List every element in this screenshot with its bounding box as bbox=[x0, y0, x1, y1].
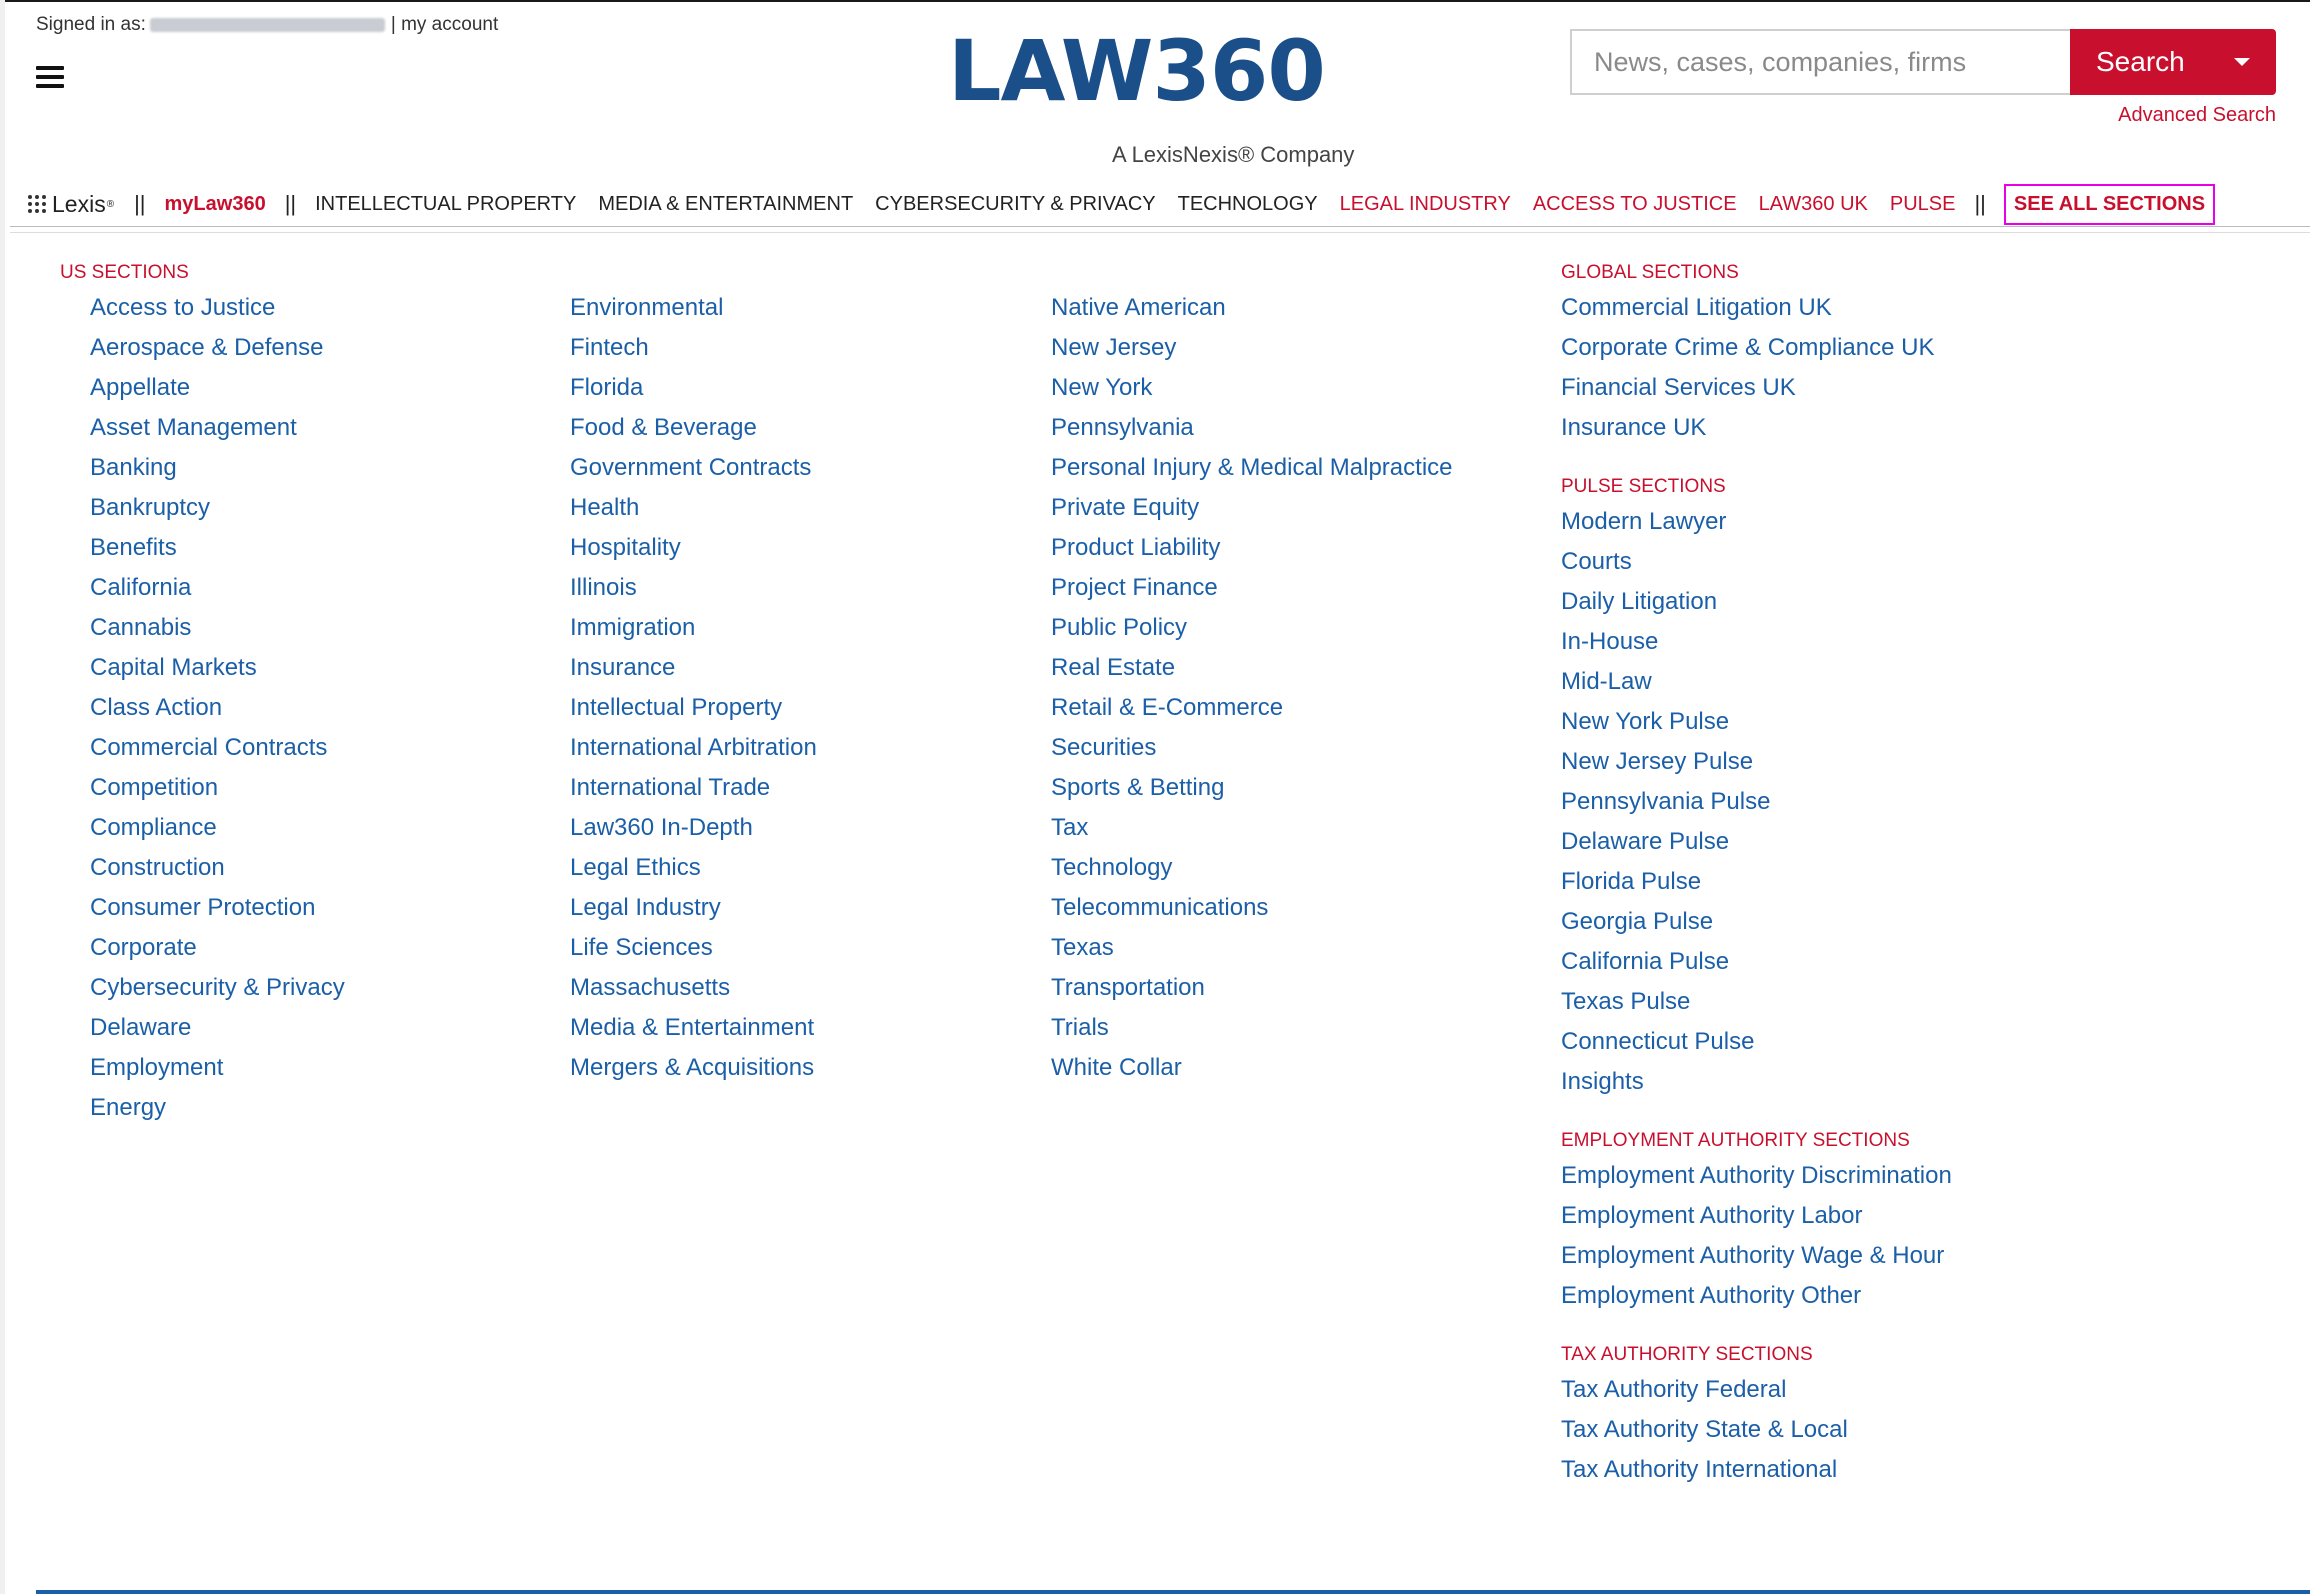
search-button[interactable]: Search bbox=[2070, 29, 2276, 95]
nav-technology[interactable]: TECHNOLOGY bbox=[1177, 192, 1318, 215]
advanced-search-link[interactable]: Advanced Search bbox=[2118, 104, 2276, 126]
nav-divider bbox=[10, 232, 2310, 233]
section-link[interactable]: Banking bbox=[90, 454, 177, 481]
search-input[interactable] bbox=[1570, 29, 2070, 95]
section-link[interactable]: Georgia Pulse bbox=[1561, 908, 1714, 935]
nav-divider bbox=[10, 226, 2310, 227]
section-link[interactable]: Project Finance bbox=[1051, 574, 1218, 601]
section-link[interactable]: Florida bbox=[570, 374, 644, 401]
section-link[interactable]: Native American bbox=[1051, 294, 1226, 321]
section-list bbox=[570, 288, 817, 1088]
signed-in-label: Signed in as: bbox=[36, 14, 146, 35]
pulse-sections-group bbox=[1561, 472, 1952, 1102]
section-list bbox=[1051, 288, 1453, 1088]
section-link[interactable]: Energy bbox=[90, 1094, 167, 1121]
other-sections-col bbox=[1561, 258, 1952, 1514]
section-link[interactable]: Law360 In-Depth bbox=[570, 814, 753, 841]
section-list bbox=[90, 288, 345, 1128]
section-link[interactable]: Asset Management bbox=[90, 414, 297, 441]
section-link[interactable]: Texas bbox=[1051, 934, 1114, 961]
section-link[interactable]: Benefits bbox=[90, 534, 177, 561]
global-sections-heading: GLOBAL SECTIONS bbox=[1561, 262, 1739, 283]
nav-mylaw360[interactable]: myLaw360 bbox=[164, 192, 266, 215]
hamburger-menu-icon[interactable] bbox=[36, 66, 64, 90]
section-link[interactable]: Cybersecurity & Privacy bbox=[90, 974, 345, 1001]
section-link[interactable]: Delaware Pulse bbox=[1561, 828, 1730, 855]
section-link[interactable]: Daily Litigation bbox=[1561, 588, 1718, 615]
section-link[interactable]: Employment Authority Labor bbox=[1561, 1202, 1863, 1229]
nav-legal-industry[interactable]: LEGAL INDUSTRY bbox=[1339, 192, 1511, 215]
section-link[interactable]: In-House bbox=[1561, 628, 1659, 655]
section-link[interactable]: Connecticut Pulse bbox=[1561, 1028, 1755, 1055]
us-sections-col3 bbox=[1051, 258, 1453, 1088]
employment-sections-heading: EMPLOYMENT AUTHORITY SECTIONS bbox=[1561, 1130, 1910, 1151]
section-link[interactable]: New Jersey bbox=[1051, 334, 1177, 361]
section-link[interactable]: Employment bbox=[90, 1054, 224, 1081]
signed-in-bar bbox=[36, 14, 498, 36]
section-link[interactable]: Tax Authority Federal bbox=[1561, 1376, 1787, 1403]
section-link[interactable]: Fintech bbox=[570, 334, 649, 361]
section-link[interactable]: Commercial Litigation UK bbox=[1561, 294, 1832, 321]
section-link[interactable]: Employment Authority Wage & Hour bbox=[1561, 1242, 1945, 1269]
section-link[interactable]: Life Sciences bbox=[570, 934, 713, 961]
redacted-email bbox=[150, 18, 385, 32]
section-link[interactable]: Consumer Protection bbox=[90, 894, 316, 921]
chevron-down-icon[interactable] bbox=[2234, 58, 2250, 66]
section-link[interactable]: Modern Lawyer bbox=[1561, 508, 1727, 535]
section-link[interactable]: International Arbitration bbox=[570, 734, 817, 761]
nav-pulse[interactable]: PULSE bbox=[1889, 192, 1956, 215]
us-sections-heading: US SECTIONS bbox=[60, 262, 189, 283]
section-link[interactable]: Financial Services UK bbox=[1561, 374, 1796, 401]
section-link[interactable]: Employment Authority Discrimination bbox=[1561, 1162, 1952, 1189]
section-link[interactable]: Technology bbox=[1051, 854, 1173, 881]
nav-access-to-justice[interactable]: ACCESS TO JUSTICE bbox=[1532, 192, 1737, 215]
section-link[interactable]: Tax Authority International bbox=[1561, 1456, 1838, 1483]
global-sections-group bbox=[1561, 258, 1952, 448]
section-link[interactable]: Employment Authority Other bbox=[1561, 1282, 1862, 1309]
section-list bbox=[1561, 1156, 1952, 1316]
left-border bbox=[0, 0, 5, 1594]
section-link[interactable]: Insights bbox=[1561, 1068, 1644, 1095]
nav-media-entertainment[interactable]: MEDIA & ENTERTAINMENT bbox=[598, 192, 854, 215]
section-link[interactable]: Tax bbox=[1051, 814, 1089, 841]
section-link[interactable]: Mergers & Acquisitions bbox=[570, 1054, 815, 1081]
section-link[interactable]: New York bbox=[1051, 374, 1153, 401]
section-link[interactable]: California Pulse bbox=[1561, 948, 1730, 975]
footer-divider bbox=[36, 1590, 2310, 1594]
section-link[interactable]: Florida Pulse bbox=[1561, 868, 1702, 895]
section-link[interactable]: Delaware bbox=[90, 1014, 192, 1041]
section-link[interactable]: Telecommunications bbox=[1051, 894, 1269, 921]
law360-logo[interactable] bbox=[948, 18, 1368, 168]
my-account-link[interactable]: | my account bbox=[390, 14, 499, 35]
nav-intellectual-property[interactable]: INTELLECTUAL PROPERTY bbox=[315, 192, 577, 215]
section-link[interactable]: Appellate bbox=[90, 374, 191, 401]
section-link[interactable]: Corporate Crime & Compliance UK bbox=[1561, 334, 1935, 361]
section-link[interactable]: Bankruptcy bbox=[90, 494, 211, 521]
section-link[interactable]: New York Pulse bbox=[1561, 708, 1730, 735]
section-link[interactable]: Construction bbox=[90, 854, 225, 881]
nav-cybersecurity-privacy[interactable]: CYBERSECURITY & PRIVACY bbox=[875, 192, 1156, 215]
nav-see-all-sections[interactable]: SEE ALL SECTIONS bbox=[2004, 184, 2215, 225]
section-list bbox=[1561, 288, 1952, 448]
section-link[interactable]: Massachusetts bbox=[570, 974, 731, 1001]
section-link[interactable]: Intellectual Property bbox=[570, 694, 783, 721]
section-link[interactable]: Personal Injury & Medical Malpractice bbox=[1051, 454, 1453, 481]
lexis-launcher[interactable]: Lexis ® bbox=[14, 191, 126, 218]
section-link[interactable]: Insurance UK bbox=[1561, 414, 1707, 441]
section-link[interactable]: Access to Justice bbox=[90, 294, 276, 321]
section-link[interactable]: Commercial Contracts bbox=[90, 734, 328, 761]
section-link[interactable]: Texas Pulse bbox=[1561, 988, 1691, 1015]
nav-separator: || bbox=[284, 191, 297, 216]
section-link[interactable]: Securities bbox=[1051, 734, 1157, 761]
logo-wordmark: LAW360 bbox=[948, 22, 1325, 120]
tax-sections-heading: TAX AUTHORITY SECTIONS bbox=[1561, 1344, 1813, 1365]
section-link[interactable]: Corporate bbox=[90, 934, 197, 961]
section-nav-bar bbox=[14, 180, 2310, 228]
section-link[interactable]: Capital Markets bbox=[90, 654, 257, 681]
section-link[interactable]: Product Liability bbox=[1051, 534, 1221, 561]
employment-sections-group bbox=[1561, 1126, 1952, 1316]
section-link[interactable]: Aerospace & Defense bbox=[90, 334, 324, 361]
us-sections-col1 bbox=[60, 258, 345, 1128]
section-link[interactable]: International Trade bbox=[570, 774, 771, 801]
section-link[interactable]: New Jersey Pulse bbox=[1561, 748, 1754, 775]
section-link[interactable]: California bbox=[90, 574, 192, 601]
section-link[interactable]: Private Equity bbox=[1051, 494, 1200, 521]
section-link[interactable]: Class Action bbox=[90, 694, 223, 721]
section-link[interactable]: Courts bbox=[1561, 548, 1632, 575]
section-link[interactable]: Environmental bbox=[570, 294, 724, 321]
grid-dots-icon bbox=[28, 195, 46, 213]
section-link[interactable]: Pennsylvania Pulse bbox=[1561, 788, 1771, 815]
section-link[interactable]: Government Contracts bbox=[570, 454, 812, 481]
section-list bbox=[1561, 502, 1952, 1102]
section-link[interactable]: Competition bbox=[90, 774, 219, 801]
section-link[interactable]: Real Estate bbox=[1051, 654, 1176, 681]
section-link[interactable]: Transportation bbox=[1051, 974, 1205, 1001]
section-link[interactable]: Immigration bbox=[570, 614, 696, 641]
section-link[interactable]: Public Policy bbox=[1051, 614, 1188, 641]
section-link[interactable]: Mid-Law bbox=[1561, 668, 1652, 695]
section-link[interactable]: Cannabis bbox=[90, 614, 192, 641]
section-link[interactable]: Sports & Betting bbox=[1051, 774, 1225, 801]
section-link[interactable]: Legal Ethics bbox=[570, 854, 701, 881]
section-link[interactable]: Tax Authority State & Local bbox=[1561, 1416, 1848, 1443]
us-sections-col2 bbox=[570, 258, 817, 1088]
section-link[interactable]: Health bbox=[570, 494, 640, 521]
tax-sections-group bbox=[1561, 1340, 1952, 1490]
section-list bbox=[1561, 1370, 1952, 1490]
section-link[interactable]: Insurance bbox=[570, 654, 676, 681]
section-link[interactable]: Compliance bbox=[90, 814, 217, 841]
section-link[interactable]: Legal Industry bbox=[570, 894, 721, 921]
section-link[interactable]: Retail & E-Commerce bbox=[1051, 694, 1284, 721]
section-link[interactable]: Trials bbox=[1051, 1014, 1109, 1041]
section-link[interactable]: Media & Entertainment bbox=[570, 1014, 815, 1041]
logo-tagline: A LexisNexis® Company bbox=[1112, 142, 1355, 167]
section-link[interactable]: Pennsylvania bbox=[1051, 414, 1194, 441]
nav-separator: || bbox=[1974, 191, 1986, 216]
nav-separator: || bbox=[134, 191, 146, 216]
section-link[interactable]: White Collar bbox=[1051, 1054, 1182, 1081]
nav-law360-uk[interactable]: LAW360 UK bbox=[1758, 192, 1868, 215]
section-link[interactable]: Food & Beverage bbox=[570, 414, 757, 441]
pulse-sections-heading: PULSE SECTIONS bbox=[1561, 476, 1726, 497]
section-link[interactable]: Illinois bbox=[570, 574, 637, 601]
section-link[interactable]: Hospitality bbox=[570, 534, 681, 561]
